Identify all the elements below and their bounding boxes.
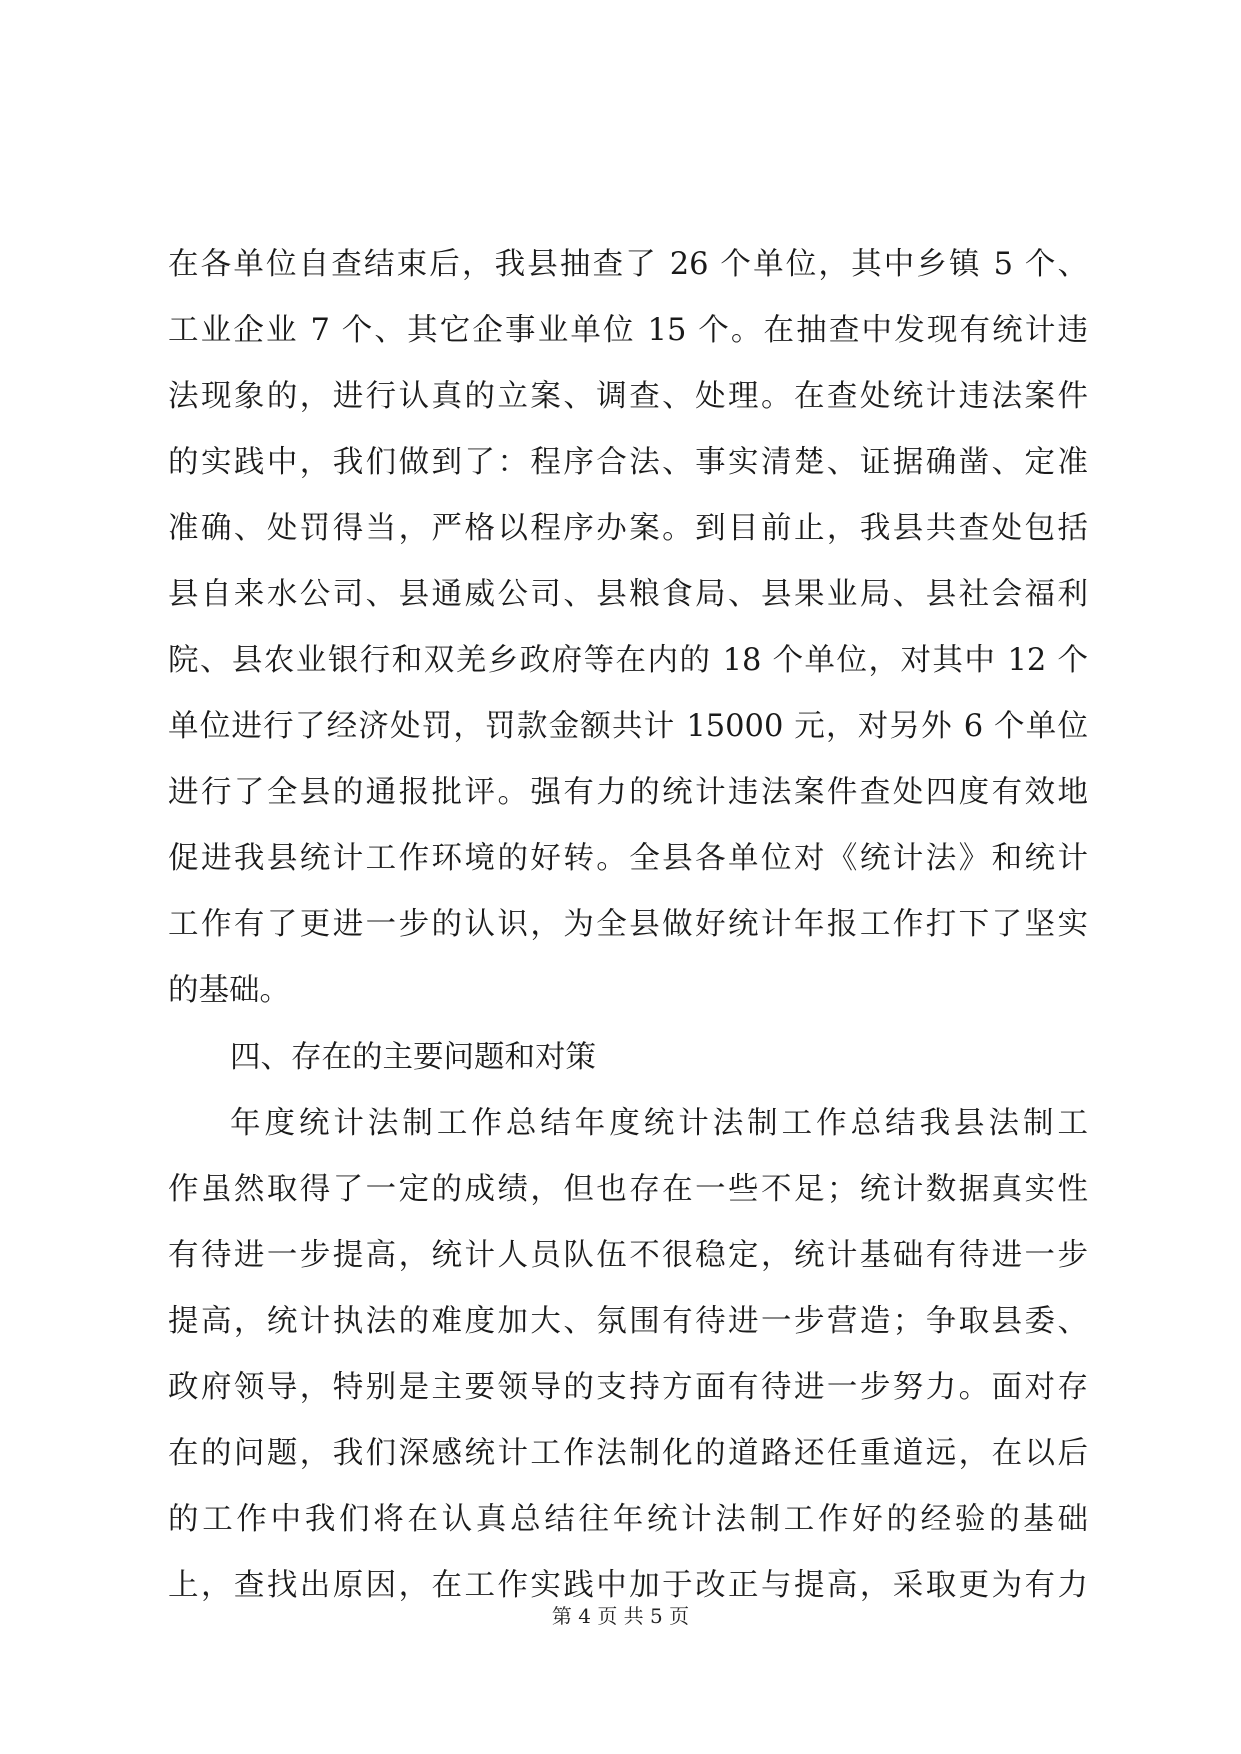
paragraph-line: 单位进行了经济处罚，罚款金额共计 15000 元，对另外 6 个单位: [168, 709, 1088, 744]
paragraph-line: 的实践中，我们做到了：程序合法、事实清楚、证据确凿、定准: [168, 445, 1088, 480]
paragraph-line: 年度统计法制工作总结年度统计法制工作总结我县法制工: [230, 1106, 1088, 1141]
page-footer: 第 4 页 共 5 页: [551, 1604, 690, 1628]
paragraph-line: 法现象的，进行认真的立案、调查、处理。在查处统计违法案件: [168, 379, 1088, 414]
section-heading: 四、存在的主要问题和对策: [230, 1040, 596, 1075]
paragraph-line: 有待进一步提高，统计人员队伍不很稳定，统计基础有待进一步: [168, 1238, 1088, 1273]
paragraph-line: 工业企业 7 个、其它企事业单位 15 个。在抽查中发现有统计违: [168, 313, 1088, 348]
paragraph-line: 在各单位自查结束后，我县抽查了 26 个单位，其中乡镇 5 个、: [168, 247, 1088, 282]
paragraph-line: 工作有了更进一步的认识，为全县做好统计年报工作打下了坚实: [168, 907, 1088, 942]
paragraph-line: 上，查找出原因，在工作实践中加于改正与提高，采取更为有力: [168, 1568, 1088, 1603]
paragraph-line: 进行了全县的通报批评。强有力的统计违法案件查处四度有效地: [168, 775, 1088, 810]
paragraph-line: 作虽然取得了一定的成绩，但也存在一些不足；统计数据真实性: [168, 1172, 1088, 1207]
paragraph-line: 提高，统计执法的难度加大、氛围有待进一步营造；争取县委、: [168, 1304, 1088, 1339]
paragraph-line: 准确、处罚得当，严格以程序办案。到目前止，我县共查处包括: [168, 511, 1088, 546]
paragraph-line: 的基础。: [168, 973, 290, 1008]
paragraph-line: 的工作中我们将在认真总结往年统计法制工作好的经验的基础: [168, 1502, 1088, 1537]
paragraph-line: 促进我县统计工作环境的好转。全县各单位对《统计法》和统计: [168, 841, 1088, 876]
paragraph-line: 政府领导，特别是主要领导的支持方面有待进一步努力。面对存: [168, 1370, 1088, 1405]
paragraph-line: 院、县农业银行和双羌乡政府等在内的 18 个单位，对其中 12 个: [168, 643, 1088, 678]
paragraph-line: 县自来水公司、县通威公司、县粮食局、县果业局、县社会福利: [168, 577, 1088, 612]
paragraph-line: 在的问题，我们深感统计工作法制化的道路还任重道远，在以后: [168, 1436, 1088, 1471]
